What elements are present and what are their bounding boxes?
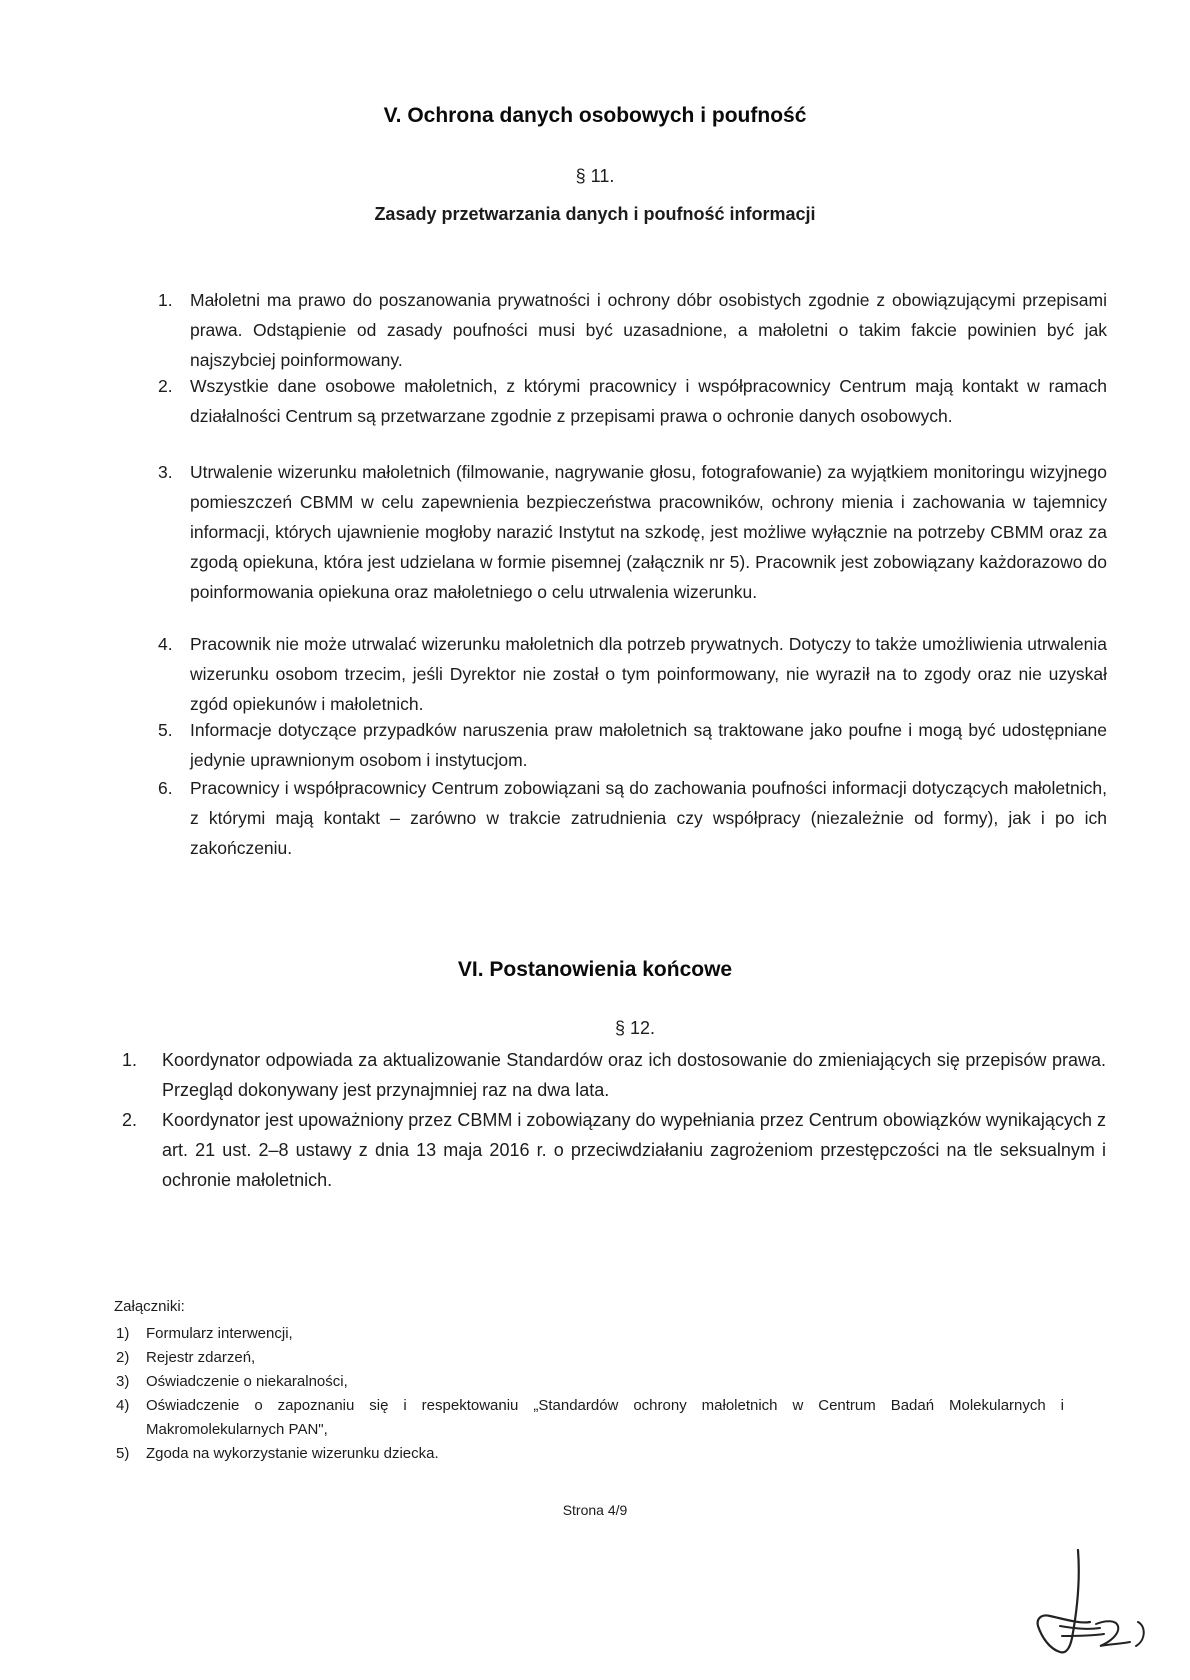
- list-item: [158, 371, 1107, 457]
- attachment-item: [116, 1370, 1064, 1394]
- section-6-heading: VI. Postanowienia końcowe: [457, 958, 733, 981]
- list-item: [122, 1105, 1106, 1197]
- list-item: [158, 285, 1107, 371]
- list-item: [158, 629, 1107, 715]
- page-number: Strona 4/9: [562, 1502, 628, 1518]
- section-6-list: [122, 1045, 1106, 1197]
- attachment-item: [116, 1322, 1064, 1346]
- attachment-number: 3): [116, 1373, 130, 1390]
- attachment-number: 5): [116, 1445, 130, 1462]
- attachment-number: 1): [116, 1325, 130, 1342]
- attachment-number: 4): [116, 1397, 130, 1414]
- list-item-text: Koordynator jest upoważniony przez CBMM i zobowiązany do wypełniania przez Centrum obowiązków wynikających z art. 21 ust. 2–8 ustawy z dnia 13 maja 2016 r. o przeciwdziałaniu zagrożeniom przestępczości na tle seksualnym i ochronie małoletnich.: [162, 1110, 1106, 1190]
- section-6-paragraph-mark: § 12.: [614, 1018, 656, 1038]
- list-item-number: 2.: [158, 376, 173, 396]
- attachment-text: Oświadczenie o niekaralności,: [146, 1373, 348, 1390]
- list-item-number: 2.: [122, 1110, 138, 1130]
- list-item-text: Informacje dotyczące przypadków naruszenia praw małoletnich są traktowane jako poufne i mogą być udostępniane jedynie uprawnionym osobom i instytucjom.: [190, 720, 1107, 770]
- attachment-text: Rejestr zdarzeń,: [146, 1349, 256, 1366]
- list-item-text: Pracownicy i współpracownicy Centrum zobowiązani są do zachowania poufności informacji dotyczących małoletnich, z którymi mają kontakt – zarówno w trakcie zatrudnienia czy współpracy (niezależnie od formy), jak i po ich zakończeniu.: [190, 778, 1107, 858]
- list-item-text: Utrwalenie wizerunku małoletnich (filmowanie, nagrywanie głosu, fotografowanie) za wyjątkiem monitoringu wizyjnego pomieszczeń CBMM w celu zapewnienia bezpieczeństwa pracowników, ochrony mienia i zachowania w tajemnicy informacji, których ujawnienie mogłoby narazić Instytut na szkodę, jest możliwe wyłącznie na potrzeby CBMM oraz za zgodą opiekuna, która jest udzielana w formie pisemnej (załącznik nr 5). Pracownik jest zobowiązany każdorazowo do poinformowania opiekuna oraz małoletniego o celu utrwalenia wizerunku.: [190, 462, 1107, 602]
- attachments-title: Załączniki:: [114, 1298, 185, 1315]
- signature-icon: [1020, 1546, 1170, 1664]
- section-5-heading: V. Ochrona danych osobowych i poufność: [383, 104, 807, 127]
- list-item-number: 4.: [158, 634, 173, 654]
- attachment-text: Formularz interwencji,: [146, 1325, 293, 1342]
- list-item-number: 5.: [158, 720, 173, 740]
- attachment-item: [116, 1394, 1064, 1442]
- list-item-number: 3.: [158, 462, 173, 482]
- section-5-subheading: Zasady przetwarzania danych i poufność informacji: [374, 204, 816, 224]
- attachment-item: [116, 1346, 1064, 1370]
- list-item-text: Małoletni ma prawo do poszanowania prywatności i ochrony dóbr osobistych zgodnie z obowiązującymi przepisami prawa. Odstąpienie od zasady poufności musi być uzasadnione, a małoletni o takim fakcie powinien być jak najszybciej poinformowany.: [190, 290, 1107, 370]
- list-item: [158, 715, 1107, 773]
- attachment-item: [116, 1442, 1064, 1466]
- attachment-text: Oświadczenie o zapoznaniu się i respektowaniu „Standardów ochrony małoletnich w Centrum Badań Molekularnych i Makromolekularnych PAN",: [146, 1397, 1064, 1438]
- list-item-number: 6.: [158, 778, 173, 798]
- attachment-number: 2): [116, 1349, 130, 1366]
- list-item-number: 1.: [122, 1050, 138, 1070]
- list-item-text: Wszystkie dane osobowe małoletnich, z którymi pracownicy i współpracownicy Centrum mają kontakt w ramach działalności Centrum są przetwarzane zgodnie z przepisami prawa o ochronie danych osobowych.: [190, 376, 1107, 426]
- section-5-list: [158, 285, 1107, 861]
- list-item-number: 1.: [158, 290, 173, 310]
- list-item: [158, 773, 1107, 861]
- list-item-text: Koordynator odpowiada za aktualizowanie Standardów oraz ich dostosowanie do zmieniających się przepisów prawa. Przegląd dokonywany jest przynajmniej raz na dwa lata.: [162, 1050, 1106, 1100]
- attachments-list: [116, 1322, 1064, 1466]
- list-item-text: Pracownik nie może utrwalać wizerunku małoletnich dla potrzeb prywatnych. Dotyczy to także umożliwienia utrwalenia wizerunku osobom trzecim, jeśli Dyrektor nie został o tym poinformowany, nie wyraził na to zgody oraz nie uzyskał zgód opiekunów i małoletnich.: [190, 634, 1107, 714]
- attachment-text: Zgoda na wykorzystanie wizerunku dziecka.: [146, 1445, 439, 1462]
- list-item: [122, 1045, 1106, 1105]
- list-item: [158, 457, 1107, 629]
- section-5-paragraph-mark: § 11.: [575, 166, 615, 186]
